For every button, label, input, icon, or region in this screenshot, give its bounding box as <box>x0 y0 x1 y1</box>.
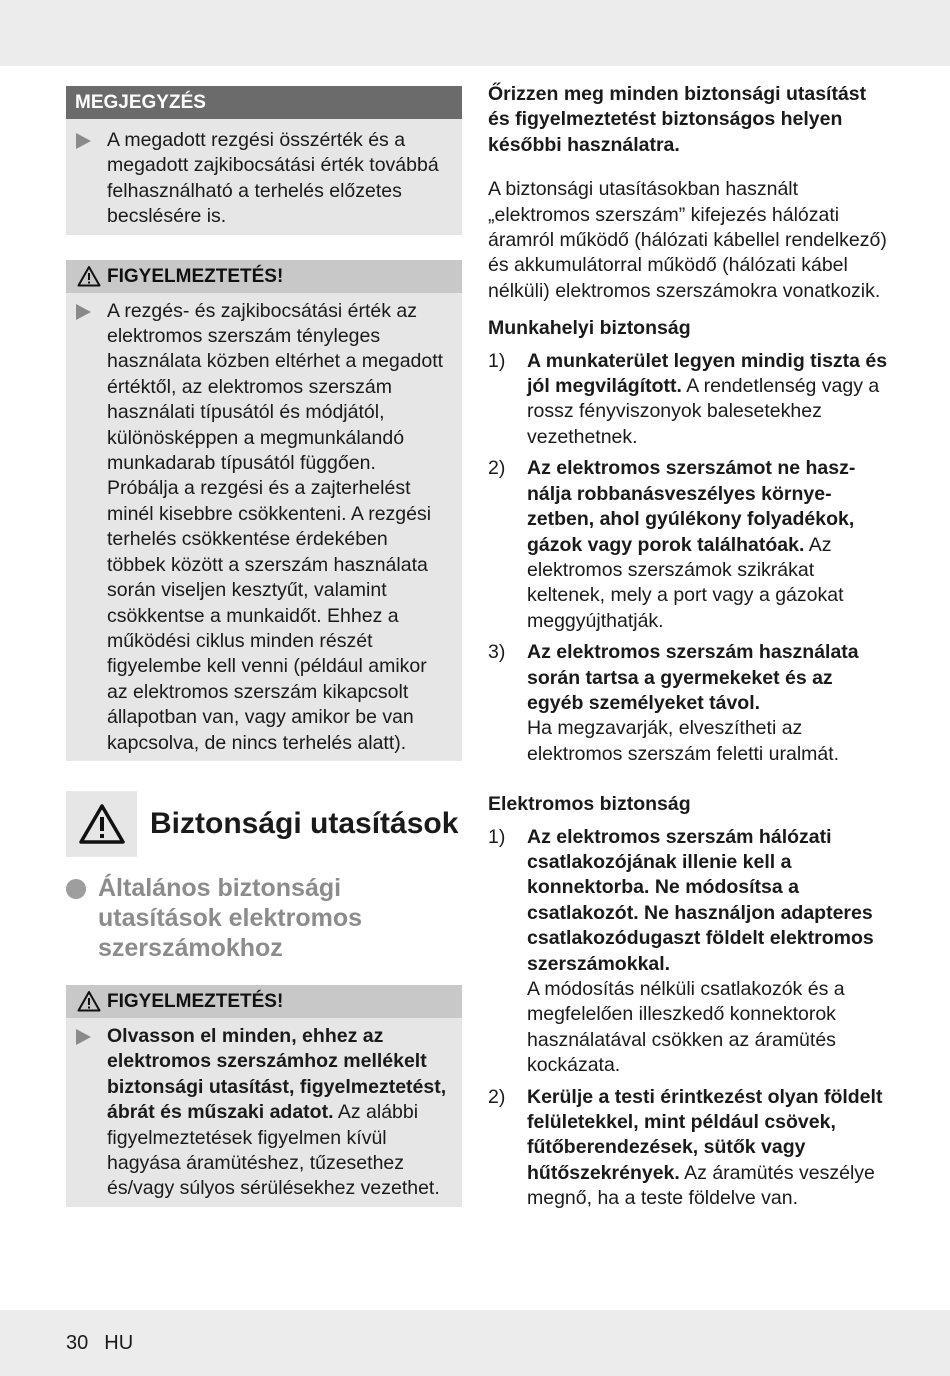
warning-title: FIGYELMEZTETÉS! <box>107 990 284 1012</box>
subsection-heading <box>66 873 462 963</box>
warning-bold-text: Olvasson el minden, ehhez az elektromos szerszámhoz mellékelt biztonsági utasítást, figyelmeztetést, ábrát és műszaki adatot. <box>107 1024 447 1124</box>
warning-text-2: Próbálja a rezgési és a zajterhelést minél kisebbre csökkenteni. A rezgési terhelés csökkentése érdekében többek között a szerszám használata során viseljen kesztyűt, valamint csökkentse a munkaidőt. Ehhez a működési ciklus minden részét figyelembe kell venni (például amikor az elektromos szerszám kikapcsolt állapotban van, vagy amikor be van kapcsolva, de nincs terhelés alatt). <box>107 477 432 754</box>
section-title: Biztonsági utasítások <box>150 806 459 840</box>
right-column <box>488 82 888 1212</box>
item-text: A módosítás nélküli csatlakozók és a megfelelően illeszkedő konnektorok használatával csökken az áramütés kockázata. <box>527 978 845 1077</box>
item-bold-text: Kerülje a testi érintkezést olyan földelt felületekkel, mint például csövek, fűtőberendezések, sütők vagy hűtőszekrények. <box>527 1085 883 1184</box>
top-band <box>0 0 950 66</box>
item-body <box>527 349 888 451</box>
list-item <box>488 640 888 767</box>
item-bold-text: A munkaterület legyen mindig tiszta és jól megvilágított. <box>527 349 888 398</box>
arrow-bullet-icon <box>76 304 91 320</box>
workplace-safety-heading: Munkahelyi biztonság <box>488 317 691 340</box>
bullet-dot-icon <box>66 879 86 899</box>
item-body <box>527 825 888 1079</box>
arrow-bullet-icon <box>76 133 91 149</box>
page-footer <box>66 1332 133 1355</box>
warning-header <box>66 260 462 293</box>
warning-triangle-large-icon <box>78 803 126 845</box>
item-number: 3) <box>488 641 506 664</box>
item-text: A rendetlenség vagy a rossz fényviszonyok balesetekhez vezethetnek. <box>527 375 880 448</box>
item-text: Az áramütés veszélye megnő, ha a teste földelve van. <box>527 1161 875 1210</box>
definition-paragraph: A biztonsági utasításokban használt „elektromos szerszám” kifejezés hálózati áramról működő (hálózati kábellel rendelkező) és akkumulátorral működő (hálózati kábel nélküli) elektromos szerszámokra vonatkozik. <box>488 178 887 302</box>
list-item <box>488 456 888 634</box>
warning-plain-text: Az alábbi figyelmeztetések figyelmen kívül hagyása áramütéshez, tűzesethez és/vagy súlyos sérülésekhez vezethet. <box>107 1101 440 1200</box>
item-bold-text: Az elektromos szerszám hálózati csatlakozójának illenie kell a konnektorba. Ne módosítsa a csatlakozót. Ne használjon adapteres csatlakozódugaszt földelt elektromos szerszámokkal. <box>527 825 874 975</box>
section-heading <box>66 791 462 857</box>
electrical-safety-heading: Elektromos biztonság <box>488 793 691 816</box>
item-body <box>527 1085 888 1212</box>
section-icon-box <box>66 791 137 857</box>
warning-triangle-icon <box>77 990 101 1012</box>
item-body <box>527 456 888 634</box>
item-number: 2) <box>488 1085 506 1108</box>
note-text: A megadott rezgési összérték és a megadott zajkibocsátási érték továbbá felhasználható a terhelés előzetes becslésére is. <box>107 129 439 228</box>
warning-header <box>66 985 462 1018</box>
item-text: Az elektromos szerszámok szikrákat keltenek, mely a port vagy a gázokat meggyújthatják. <box>527 533 844 632</box>
warning-triangle-icon <box>77 265 101 287</box>
warning-title: FIGYELMEZTETÉS! <box>107 265 284 287</box>
warning-box-read-instructions <box>66 985 462 1207</box>
note-title: MEGJEGYZÉS <box>66 86 462 119</box>
keep-instructions-notice: Őrizzen meg minden biztonsági utasítást és figyelmeztetést biztonságos helyen későbbi használatra. <box>488 83 867 156</box>
warning-text: A rezgés- és zajkibocsátási érték az elektromos szerszám tényleges használata közben eltérhet a megadott értéktől, az elektromos szerszám használati típusától és módjától, különösképpen a megmunkálandó munkadarab típusától függően. <box>107 299 444 475</box>
item-number: 2) <box>488 457 506 480</box>
item-number: 1) <box>488 349 506 372</box>
bottom-band <box>0 1310 950 1376</box>
item-bold-text: Az elektromos szerszám használata során tartsa a gyermekeket és az egyéb személyeket távol. <box>527 641 859 714</box>
warning-text <box>107 1024 450 1202</box>
list-item <box>488 1085 888 1212</box>
subsection-title: Általános biztonsági utasítások elektromos szerszámokhoz <box>98 873 362 962</box>
page-number: 30 <box>66 1332 89 1354</box>
item-text: Ha megzavarják, elveszítheti az elektromos szerszám feletti uralmát. <box>527 717 840 765</box>
list-item <box>488 349 888 451</box>
note-box <box>66 86 462 235</box>
item-body <box>527 640 888 767</box>
item-number: 1) <box>488 825 506 848</box>
left-column <box>66 86 462 1207</box>
list-item <box>488 825 888 1079</box>
arrow-bullet-icon <box>76 1029 91 1045</box>
language-code: HU <box>104 1332 134 1354</box>
item-bold-text: Az elektromos szerszámot ne használja robbanásveszélyes környezetben, ahol gyúlékony folyadékok, gázok vagy porok találhatóak. <box>527 457 856 556</box>
warning-box-vibration <box>66 260 462 761</box>
